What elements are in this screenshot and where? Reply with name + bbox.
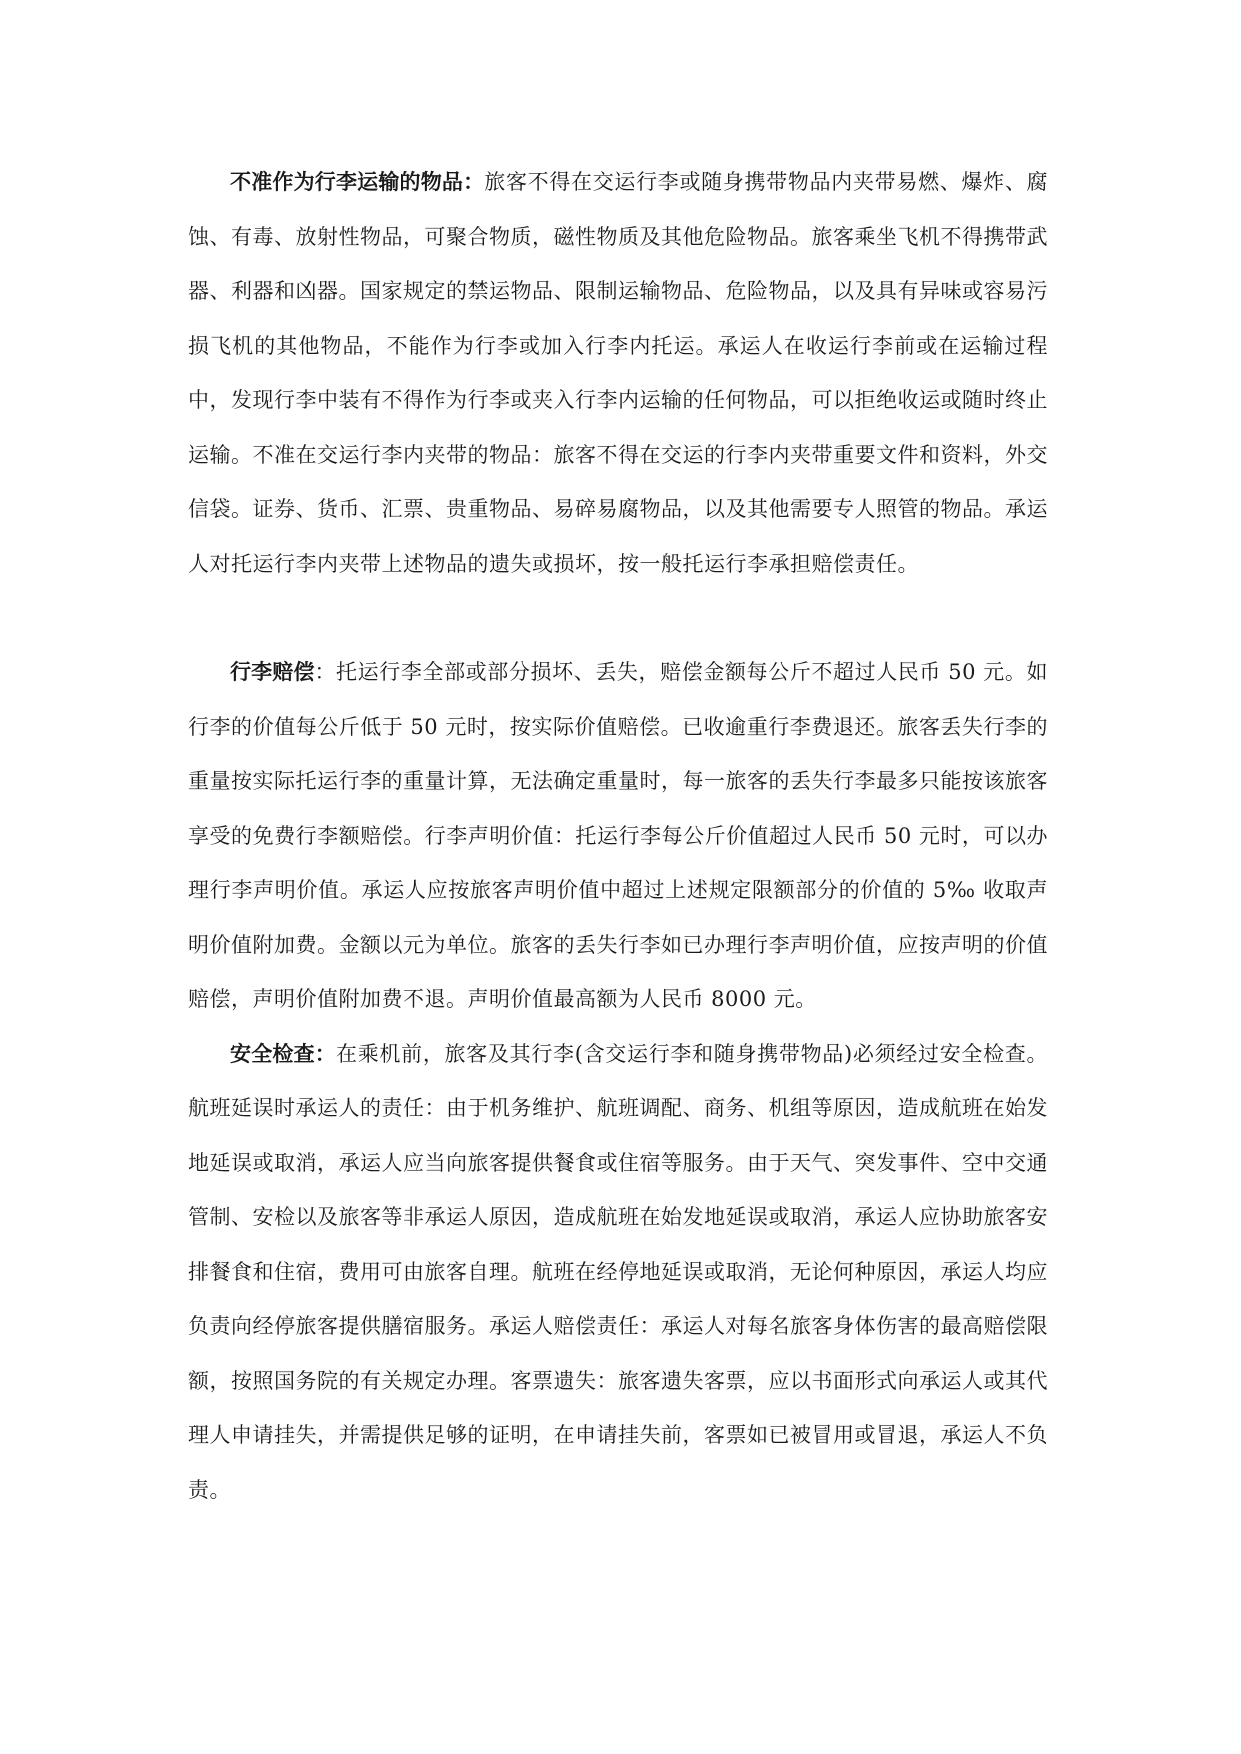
section-heading: 不准作为行李运输的物品： [230,170,485,194]
section-security-check [188,1027,1048,1518]
section-baggage-compensation [188,645,1048,1027]
section-prohibited-items [188,155,1048,591]
section-body: 旅客不得在交运行李或随身携带物品内夹带易燃、爆炸、腐蚀、有毒、放射性物品，可聚合物质，磁性物质及其他危险物品。旅客乘坐飞机不得携带武器、利器和凶器。国家规定的禁运物品、限制运输物品、危险物品，以及具有异味或容易污损飞机的其他物品，不能作为行李或加入行李内托运。承运人在收运行李前或在运输过程中，发现行李中装有不得作为行李或夹入行李内运输的任何物品，可以拒绝收运或随时终止运输。不准在交运行李内夹带的物品：旅客不得在交运的行李内夹带重要文件和资料，外交信袋。证券、货币、汇票、贵重物品、易碎易腐物品，以及其他需要专人照管的物品。承运人对托运行李内夹带上述物品的遗失或损坏，按一般托运行李承担赔偿责任。 [188,170,1049,576]
section-spacer [188,591,1048,645]
document-body [188,155,1048,1517]
section-body: ：托运行李全部或部分损坏、丢失，赔偿金额每公斤不超过人民币 50 元。如行李的价值每公斤低于 50 元时，按实际价值赔偿。已收逾重行李费退还。旅客丢失行李的重量按实际托运行李的重量计算，无法确定重量时，每一旅客的丢失行李最多只能按该旅客享受的免费行李额赔偿。行李声明价值：托运行李每公斤价值超过人民币 50 元时，可以办理行李声明价值。承运人应按旅客声明价值中超过上述规定限额部分的价值的 5‰ 收取声明价值附加费。金额以元为单位。旅客的丢失行李如已办理行李声明价值，应按声明的价值赔偿，声明价值附加费不退。声明价值最高额为人民币 8000 元。 [188,660,1049,1011]
section-body: 在乘机前，旅客及其行李(含交运行李和随身携带物品)必须经过安全检查。航班延误时承运人的责任：由于机务维护、航班调配、商务、机组等原因，造成航班在始发地延误或取消，承运人应当向旅客提供餐食或住宿等服务。由于天气、突发事件、空中交通管制、安检以及旅客等非承运人原因，造成航班在始发地延误或取消，承运人应协助旅客安排餐食和住宿，费用可由旅客自理。航班在经停地延误或取消，无论何种原因，承运人均应负责向经停旅客提供膳宿服务。承运人赔偿责任：承运人对每名旅客身体伤害的最高赔偿限额，按照国务院的有关规定办理。客票遗失：旅客遗失客票，应以书面形式向承运人或其代理人申请挂失，并需提供足够的证明，在申请挂失前，客票如已被冒用或冒退，承运人不负责。 [188,1041,1049,1502]
section-heading: 行李赔偿 [230,660,315,684]
section-heading: 安全检查： [230,1041,337,1066]
